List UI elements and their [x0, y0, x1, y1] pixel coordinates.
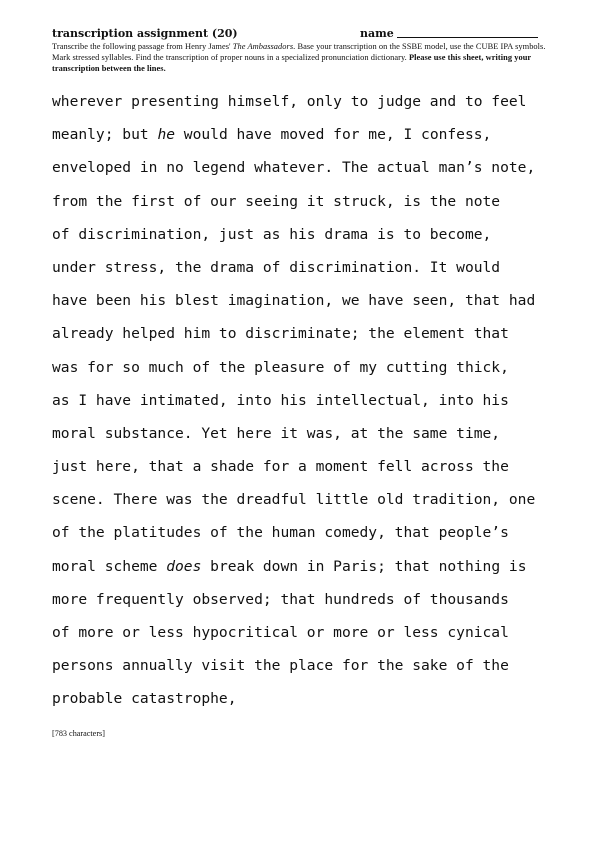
passage-segment: moral scheme: [52, 557, 167, 575]
passage-segment: was for so much of the pleasure of my cutting thick,: [52, 358, 509, 376]
passage-segment: as I have intimated, into his intellectual, into his: [52, 391, 509, 409]
name-label: name: [360, 27, 394, 40]
passage-segment: break down in Paris; that nothing is: [201, 557, 527, 575]
assignment-title: transcription assignment (20): [52, 27, 238, 40]
passage-segment: wherever presenting himself, only to judge and to feel: [52, 93, 527, 110]
passage-line: [52, 355, 552, 388]
passage-segment: does: [166, 557, 202, 575]
passage-line: [52, 189, 552, 222]
passage-segment: already helped him to discriminate; the element that: [52, 325, 509, 343]
passage-segment: have been his blest imagination, we have seen, that had: [52, 292, 536, 310]
passage-line: [52, 388, 552, 421]
passage-line: [52, 487, 552, 520]
name-blank-line[interactable]: [397, 37, 538, 38]
character-count: [783 characters]: [52, 729, 105, 738]
passage-line: [52, 222, 552, 255]
passage-line: [52, 288, 552, 321]
passage-segment: just here, that a shade for a moment fell across the: [52, 458, 509, 476]
passage-line: [52, 122, 552, 155]
passage-segment: he: [157, 126, 176, 144]
passage-segment: under stress, the drama of discrimination. It would: [52, 258, 501, 276]
passage-text: [52, 89, 552, 720]
passage-line: [52, 321, 552, 354]
passage-segment: enveloped in no legend whatever. The actual man’s note,: [52, 159, 536, 177]
passage-segment: persons annually visit the place for the sake of the: [52, 657, 509, 675]
passage-segment: from the first of our seeing it struck, is the note: [52, 192, 501, 210]
passage-segment: of more or less hypocritical or more or less cynical: [52, 624, 509, 641]
passage-segment: would have moved for me, I confess,: [175, 126, 492, 144]
passage-line: [52, 255, 552, 288]
instructions-bold-note: Please use this sheet, writing your transcription between the lines.: [52, 53, 532, 73]
passage-segment: of the platitudes of the human comedy, that people’s: [52, 524, 509, 542]
instructions: [52, 41, 547, 74]
passage-line: [52, 554, 552, 587]
passage-line: [52, 587, 552, 620]
passage-line: [52, 653, 552, 686]
passage-line: [52, 421, 552, 454]
worksheet-header: [52, 27, 544, 41]
instructions-text-2: . Base your transcription on the SSBE model, use the CUBE IPA symbols. Mark stressed syllables. Find the transcription of proper nouns in a specialized pronunciation dictionary.: [52, 42, 546, 62]
passage-line: [52, 155, 552, 188]
passage-line: [52, 454, 552, 487]
instructions-text-1: Transcribe the following passage from Henry James': [52, 42, 233, 51]
passage-segment: more frequently observed; that hundreds of thousands: [52, 590, 509, 608]
passage-segment: meanly; but: [52, 126, 158, 144]
passage-segment: scene. There was the dreadful little old tradition, one: [52, 491, 536, 509]
passage-line: [52, 520, 552, 553]
passage-line: [52, 686, 552, 719]
book-title: The Ambassadors: [232, 42, 294, 51]
passage-line: [52, 620, 552, 653]
passage-segment: probable catastrophe,: [52, 690, 237, 708]
passage-line: [52, 89, 552, 122]
passage-segment: moral substance. Yet here it was, at the same time,: [52, 424, 501, 442]
passage-segment: of discrimination, just as his drama is to become,: [52, 225, 492, 243]
